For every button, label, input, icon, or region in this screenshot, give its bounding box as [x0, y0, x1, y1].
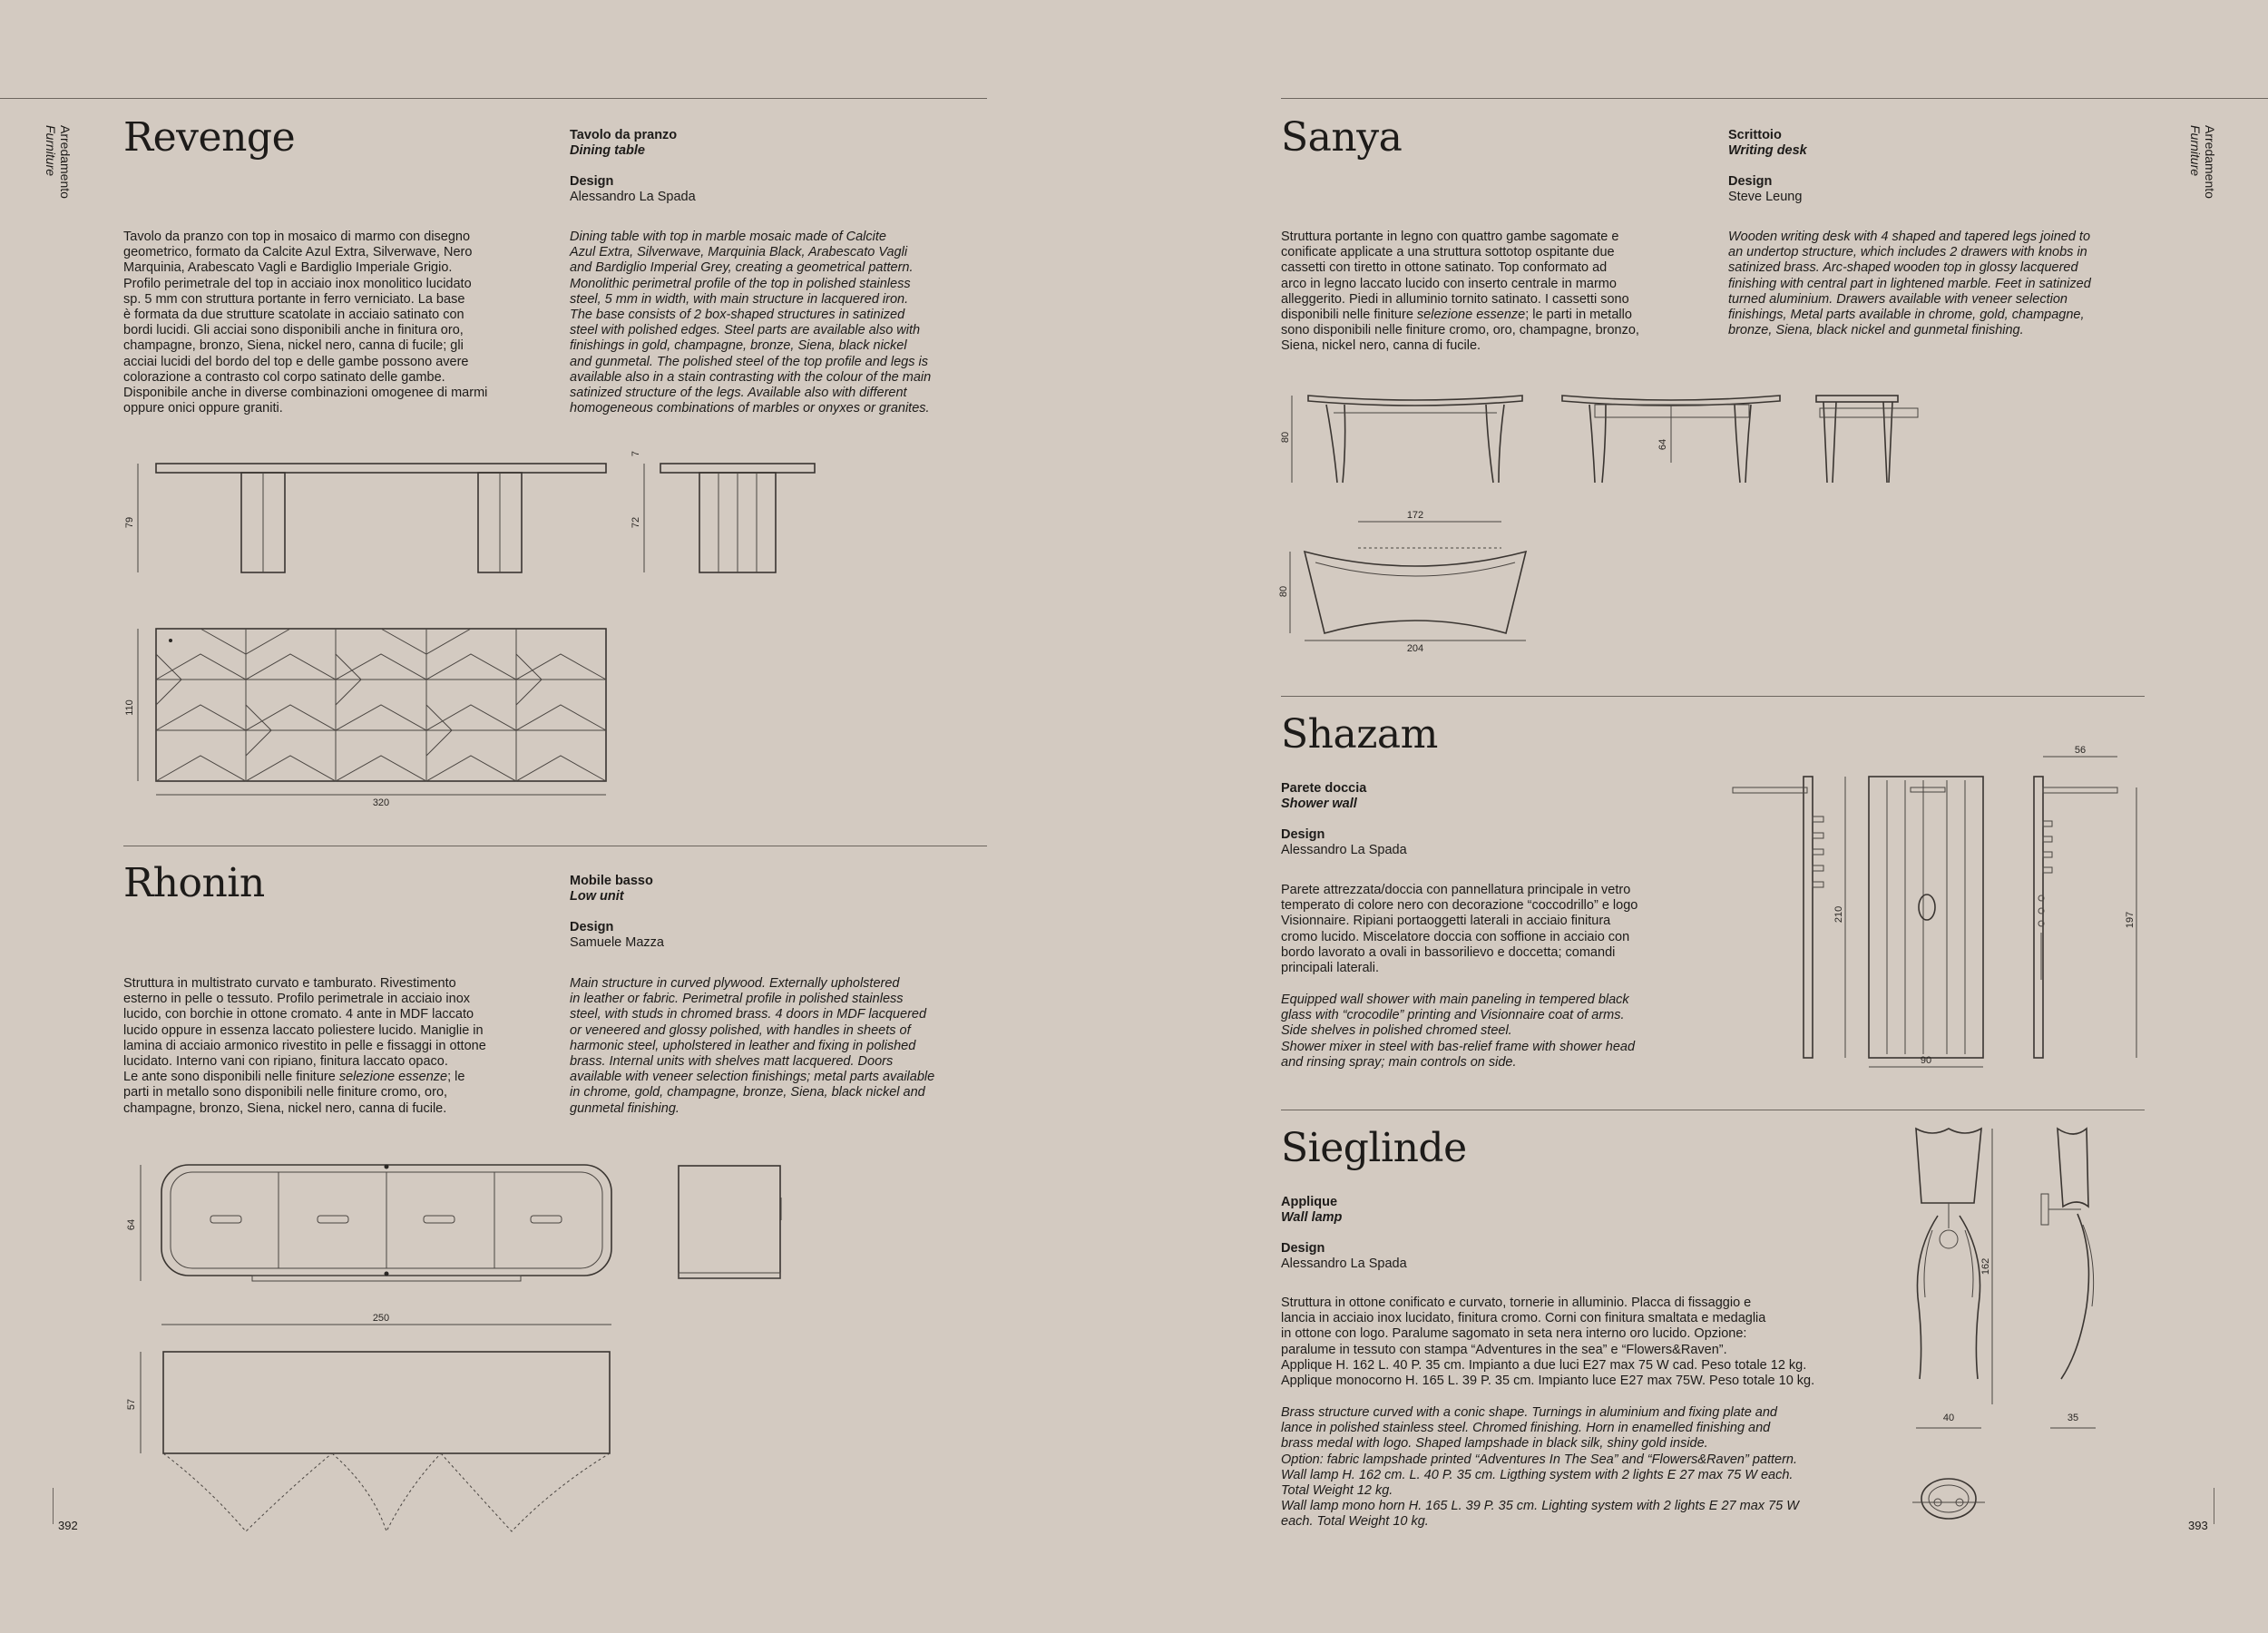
- sanya-type-en: Writing desk: [1728, 143, 1807, 158]
- rhonin-type-it: Mobile basso: [570, 874, 653, 888]
- shazam-dim-h-side: 197: [2125, 911, 2136, 929]
- shazam-text-it: Parete attrezzata/doccia con pannellatura principale in vetro temperato di colore nero con decorazione “coccodrillo” e logo Visionnaire. Ripiani portaoggetti laterali in acciaio finitura cromo lucido. Miscelatore doccia con soffione in acciaio con bordo lavorato a ovali in bassorilievo e doccetta; comandi principali laterali.: [1281, 883, 1638, 976]
- rhonin-dim-length: 250: [372, 1313, 390, 1324]
- side-label-it: Arredamento: [58, 125, 73, 199]
- shazam-dim-depth: 56: [2074, 745, 2087, 756]
- sanya-dim-total-width: 204: [1406, 643, 1424, 654]
- shazam-design-label: Design: [1281, 827, 1325, 842]
- rhonin-design-label: Design: [570, 920, 614, 934]
- sanya-type-it: Scrittoio: [1728, 128, 1782, 142]
- sanya-dim-h-mid: 64: [1657, 438, 1668, 451]
- sanya-text-en: Wooden writing desk with 4 shaped and tapered legs joined to an undertop structure, which includes 2 drawers with knobs in satinized brass. Arc-shaped wooden top in glossy lacquered finishing with central part in lightened marble. Feet in satinized turned aluminium. Drawers available with veneer selection finishings, Metal parts available in chrome, gold, champagne, bronze, Siena, black nickel and gunmetal finishing.: [1728, 230, 2091, 338]
- sieglinde-design-label: Design: [1281, 1241, 1325, 1256]
- sanya-dim-depth: 80: [1278, 585, 1289, 598]
- shazam-text-en: Equipped wall shower with main paneling in tempered black glass with “crocodile” printing and Visionnaire coat of arms. Side shelves in polished chromed steel. Shower mixer in steel with bas-relief frame with shower head and rinsing spray; main controls on side.: [1281, 993, 1636, 1070]
- shazam-type-en: Shower wall: [1281, 797, 1357, 811]
- revenge-dim-h-front: 79: [124, 516, 135, 529]
- rhonin-text-it-em: selezione essenze: [338, 1070, 448, 1085]
- side-label-it-right: Arredamento: [2203, 125, 2217, 199]
- revenge-type-it: Tavolo da pranzo: [570, 128, 678, 142]
- rhonin-text-it-1: Struttura in multistrato curvato e tamburato. Rivestimento esterno in pelle o tessuto. Profilo perimetrale in acciaio inox lucido, con borchie in ottone cromato. 4 ante in MDF laccato lucido oppure in essenza laccato poliestere lucido. Maniglie in lamina di acciaio armonico rivestito in pelle e fissaggi in ottone lucidato. Interno vani con ripiano, finitura laccato opaco. Le ante sono disponibili nelle finiture: [123, 976, 486, 1085]
- shazam-type-it: Parete doccia: [1281, 781, 1367, 796]
- shazam-dim-width: 90: [1920, 1055, 1932, 1066]
- sieglinde-text-it: Struttura in ottone conificato e curvato, tornerie in alluminio. Placca di fissaggio e lancia in acciaio inox lucidato, finitura cromo. Corni con finitura smaltata e medaglia in ottone con logo. Paralume sagomato in seta nera interno oro lucido. Opzione: paralume in tessuto con stampa “Adventures in the sea” e “Flowers&Raven”. Applique H. 162 L. 40 P. 35 cm. Impianto a due luci E27 max 75 W cad. Peso totale 12 kg. Applique monocorno H. 165 L. 39 P. 35 cm. Impianto luce E27 max 75W. Peso totale 10 kg.: [1281, 1296, 1815, 1389]
- revenge-dim-top-thk: 7: [631, 450, 641, 457]
- side-label-en: Furniture: [44, 125, 58, 177]
- revenge-text-en: Dining table with top in marble mosaic made of Calcite Azul Extra, Silverwave, Marquinia Black, Arabescato Vagli and Bardiglio Imperial Grey, creating a geometrical pattern. Monolithic perimetral profile of the top in polished stainless steel, 5 mm in width, with main structure in lacquered iron. The base consists of 2 box-shaped structures in satinized steel with polished edges. Steel parts are available also with finishings in gold, champagne, bronze, Siena, black nickel and gunmetal. The polished steel of the top profile and legs is available also in a stain contrasting with the colour of the main satinized structure of the legs. Available also with different homogeneous combinations of marbles or onyxes or granites.: [570, 230, 932, 416]
- sanya-text-it-em: selezione essenze: [1416, 308, 1526, 323]
- revenge-designer: Alessandro La Spada: [570, 190, 696, 204]
- sanya-title: Sanya: [1281, 114, 1403, 161]
- revenge-design-label: Design: [570, 174, 614, 189]
- rhonin-type-en: Low unit: [570, 889, 624, 904]
- sanya-designer: Steve Leung: [1728, 190, 1803, 204]
- sanya-dim-top-width: 172: [1406, 510, 1424, 521]
- sieglinde-dim-width: 40: [1942, 1413, 1955, 1423]
- sieglinde-dim-depth: 35: [2067, 1413, 2079, 1423]
- rhonin-dim-h-front: 64: [126, 1218, 137, 1231]
- shazam-designer: Alessandro La Spada: [1281, 843, 1407, 857]
- rhonin-designer: Samuele Mazza: [570, 935, 664, 950]
- shazam-dim-height: 210: [1833, 905, 1844, 924]
- rhonin-dim-depth: 57: [126, 1398, 137, 1411]
- revenge-dim-h-side: 72: [631, 516, 641, 529]
- rhonin-title: Rhonin: [123, 860, 265, 906]
- sanya-text-it-2: ; le parti in metallo sono disponibili nelle finiture cromo, oro, champagne, bronzo, Siena, nickel nero, canna di fucile.: [1281, 308, 1639, 354]
- revenge-dim-length: 320: [372, 797, 390, 808]
- revenge-text-it: Tavolo da pranzo con top in mosaico di marmo con disegno geometrico, formato da Calcite Azul Extra, Silverwave, Nero Marquinia, Arabescato Vagli e Bardiglio Imperiale Grigio. Profilo perimetrale del top in acciaio inox monolitico lucidato sp. 5 mm con struttura portante in ferro verniciato. La base è formata da due strutture scatolate in acciaio satinato con bordi lucidi. Gli acciai sono disponibili anche in finitura oro, champagne, bronzo, Siena, nickel nero, canna di fucile; gli acciai lucidi del bordo del top e delle gambe possono avere colorazione a contrasto col corpo satinato delle gambe. Disponibile anche in diverse combinazioni omogenee di marmi oppure onici oppure graniti.: [123, 230, 488, 416]
- sieglinde-text-en: Brass structure curved with a conic shape. Turnings in aluminium and fixing plate and lance in polished stainless steel. Chromed finishing. Horn in enamelled finishing and brass medal with logo. Shaped lampshade in black silk, shiny gold inside. Option: fabric lampshade printed “Adventures In The Sea” and “Flowers&Raven” pattern. Wall lamp H. 162 cm. L. 40 P. 35 cm. Ligthing system with 2 lights E 27 max 75 W each. Total Weight 12 kg. Wall lamp mono horn H. 165 L. 39 P. 35 cm. Lighting system with 2 lights E 27 max 75 W each. Total Weight 10 kg.: [1281, 1405, 1799, 1530]
- sieglinde-dim-height: 162: [1980, 1257, 1991, 1276]
- page-number-right: 393: [2188, 1519, 2208, 1532]
- revenge-type-en: Dining table: [570, 143, 645, 158]
- sanya-dim-h-front: 80: [1280, 431, 1291, 444]
- sieglinde-type-en: Wall lamp: [1281, 1210, 1343, 1225]
- shazam-title: Shazam: [1281, 711, 1438, 758]
- rhonin-text-it-2: ; le parti in metallo sono disponibili nelle finiture cromo, oro, champagne, bronzo, Siena, nickel nero, canna di fucile.: [123, 1070, 465, 1116]
- sanya-text-it-1: Struttura portante in legno con quattro gambe sagomate e conificate applicate a una struttura sottotop ospitante due cassetti con tiretto in ottone satinato. Top conformato ad arco in legno laccato lucido con inserto centrale in marmo alleggerito. Piedi in alluminio tornito satinato. I cassetti sono disponibili nelle finiture: [1281, 230, 1629, 323]
- revenge-title: Revenge: [123, 114, 296, 161]
- side-label-en-right: Furniture: [2188, 125, 2203, 177]
- sieglinde-type-it: Applique: [1281, 1195, 1338, 1209]
- rhonin-text-en: Main structure in curved plywood. Externally upholstered in leather or fabric. Perimetral profile in polished stainless steel, with studs in chromed brass. 4 doors in MDF lacquered or veneered and glossy polished, with handles in sheets of harmonic steel, upholstered in leather and fixing in polished brass. Internal units with shelves matt lacquered. Doors available with veneer selection finishings; metal parts available in chrome, gold, champagne, bronze, Siena, black nickel and gunmetal finishing.: [570, 976, 935, 1116]
- sieglinde-title: Sieglinde: [1281, 1125, 1467, 1171]
- revenge-dim-depth: 110: [124, 699, 135, 716]
- page-number-left: 392: [58, 1519, 78, 1532]
- sanya-design-label: Design: [1728, 174, 1773, 189]
- sieglinde-designer: Alessandro La Spada: [1281, 1257, 1407, 1271]
